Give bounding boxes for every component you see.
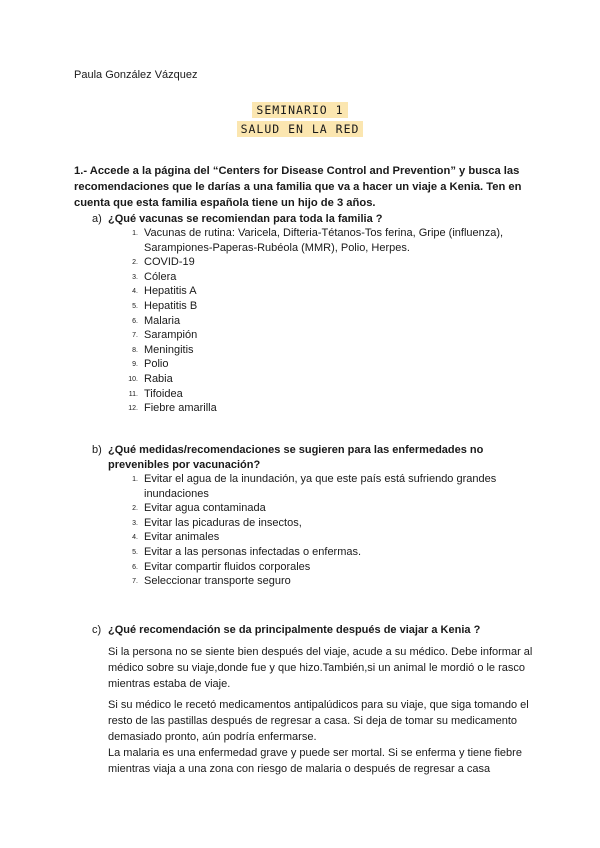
list-item: 5. Hepatitis B — [132, 299, 198, 312]
section-b-letter: b) — [92, 444, 102, 456]
author-name: Paula González Vázquez — [74, 69, 198, 81]
section-a-heading — [92, 212, 508, 227]
list-item: 2. Evitar agua contaminada — [132, 502, 266, 515]
section-a-letter: a) — [92, 213, 102, 225]
list-item: 4. Hepatitis A — [132, 285, 197, 298]
list-item: 11. Tifoidea — [128, 387, 183, 400]
list-item: 10. Rabia — [128, 372, 173, 385]
title-line-2: SALUD EN LA RED — [0, 122, 600, 136]
list-item: 7. Seleccionar transporte seguro — [132, 575, 291, 588]
section-b-heading — [92, 443, 508, 473]
section-c-letter: c) — [92, 624, 102, 636]
list-item: 3. Cólera — [132, 270, 177, 283]
section-c-paragraph-1: Si la persona no se siente bien después del viaje, acude a su médico. Debe informar al médico sobre su viaje,donde fue y que hizo.También,si un animal le mordió o le rasco mientras estaba de viaje. — [108, 646, 533, 690]
list-item: 8. Meningitis — [132, 343, 194, 356]
section-c-question: ¿Qué recomendación se da principalmente después de viajar a Kenia ? — [108, 624, 481, 636]
title-line-1: SEMINARIO 1 — [0, 103, 600, 117]
section-c-paragraph-3: La malaria es una enfermedad grave y puede ser mortal. Si se enferma y tiene fiebre mientras viaja a una zona con riesgo de malaria o después de regresar a casa — [108, 747, 522, 775]
list-item: 4. Evitar animales — [132, 531, 220, 544]
section-b-list — [132, 472, 514, 589]
list-item: 12. Fiebre amarilla — [128, 402, 217, 415]
section-a-list — [128, 226, 524, 416]
list-item: 6. Evitar compartir fluidos corporales — [132, 560, 311, 573]
section-c-paragraph-2: Si su médico le recetó medicamentos antipalúdicos para su viaje, que siga tomando el resto de las pastillas después de regresar a casa. Si deja de tomar su medicamento demasiado pronto, aún podría enfermarse. — [108, 699, 529, 743]
list-item: 6. Malaria — [132, 314, 181, 327]
question-1: 1.- Accede a la página del “Centers for Disease Control and Prevention” y busca las recomendaciones que le darías a una familia que va a hacer un viaje a Kenia. Ten en cuenta que esta familia española tiene un hijo de 3 años. — [74, 165, 522, 209]
section-a-question: ¿Qué vacunas se recomiendan para toda la familia ? — [108, 213, 383, 225]
list-item: 1. Vacunas de rutina: Varicela, Difteria-Tétanos-Tos ferina, Gripe (influenza), Sarampiones-Paperas-Rubéola (MMR), Polio, Herpes. — [132, 227, 504, 254]
list-item: 2. COVID-19 — [132, 256, 195, 269]
section-c-heading — [92, 623, 508, 638]
list-item: 9. Polio — [132, 358, 169, 371]
list-item: 3. Evitar las picaduras de insectos, — [132, 516, 302, 529]
list-item: 7. Sarampión — [132, 329, 198, 342]
section-b-question: ¿Qué medidas/recomendaciones se sugieren para las enfermedades no prevenibles por vacunación? — [108, 444, 484, 471]
list-item: 5. Evitar a las personas infectadas o enfermas. — [132, 545, 362, 558]
list-item: 1. Evitar el agua de la inundación, ya que este país está sufriendo grandes inundaciones — [132, 473, 497, 500]
